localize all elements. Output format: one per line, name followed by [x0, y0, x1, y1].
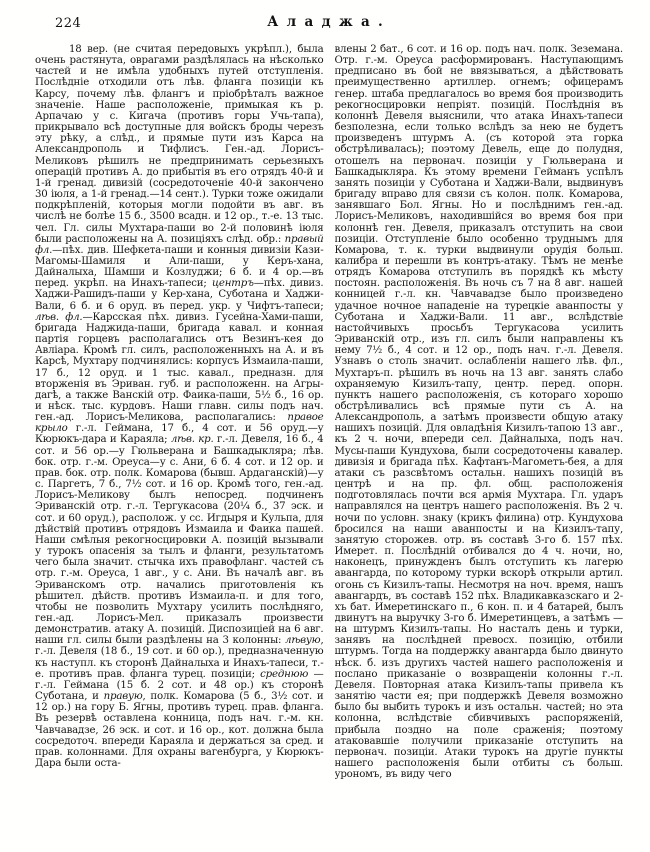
page-header [0, 14, 650, 36]
text-run: — г.-л. Геймана (15 б. 2 сот. и 48 ор.) къ сторонѣ Суботана, и [35, 668, 324, 703]
text-columns [35, 44, 623, 806]
text-run-italic: лѣв. фл. [35, 311, 83, 323]
text-run: , г.-л. Девеля (18 б., 19 сот. и 60 ор.), предназначенную къ наступл. къ сторонѣ Дайналыха и Инахъ-тапеси, т.-е. противъ прав. фланга турец. позиціи; [35, 635, 324, 680]
right-column-text [335, 44, 624, 780]
text-run: , полк. Комарова (5 б., 3½ сот. и 12 ор.) на гору Б. Ягны, противъ турец. прав. фланга. Въ резервѣ оставлена конница, подъ нач. г.-м. кн. Чавчавадзе, 26 эск. и сот. и 16 ор., кот. должна была сосредоточ. впереди Караяла и держаться за сред. и прав. колоннами. Для охраны вагенбурга, у Кюрюкъ-Дара были оста- [35, 691, 324, 769]
text-run-italic: правое крыло [35, 412, 324, 435]
text-run: 18 вер. (не считая передовыхъ укрѣпл.), была очень растянута, оврагами раздѣлялась на нѣсколько частей и не имѣла удобныхъ путей отступленія. Послѣдніе отходили отъ лѣв. фланга позиціи къ Карсу, почему лѣв. флангъ и пріобрѣталъ важное значеніе. Наше расположеніе, примыкая къ р. Арпачаю у с. Кигача (противъ горы Учь-тапа), прикрывало всѣ доступные для войскъ броды черезъ эту рѣку, а слѣд., и прямые пути изъ Карса на Александрополь и Тифлисъ. Ген.-ад. Лорисъ-Меликовъ рѣшилъ не предпринимать серьезныхъ операцій противъ А. до прибытія въ его отрядъ 40-й и 1-й гренад. дивизій (сосредоточеніе 40-й закончено 30 іюля, а 1-й гренад.—14 сент.). Турки тоже ожидали подкрѣпленій, которыя могли подойти въ авг. въ числѣ не болѣе 15 б., 3500 всадн. и 12 ор., т.-е. 13 тыс. чел. Гл. силы Мухтара-паши во 2-й половинѣ іюля были расположены на А. позиціяхъ слѣд. обр.: [35, 44, 324, 245]
text-run-italic: лѣв. кр. [170, 434, 214, 446]
text-run: г.-л. Геймана, 17 б., 4 сот. и 56 оруд.—у Кюрюкъ-дара и Караяла; [35, 423, 324, 446]
text-run-italic: лѣвую [285, 635, 321, 647]
article-title: Аладжа. [267, 14, 392, 30]
text-run: г.-л. Девеля, 16 б., 4 сот. и 56 ор.—у Гюльверана и Башкадыкляра; лѣв. бок. отр. г.-м. Ореуса—у с. Ани, 6 б. 4 сот. и 12 ор. и прав. бок. отр. полк. Комарова (бывш. Ардаганскій)—у с. Паргетъ, 7 б., 7½ сот. и 16 ор. Кромѣ того, ген.-ад. Лорисъ-Меликову былъ непосред. подчиненъ Эриванскій отр. г.-л. Тергукасова (20¼ б., 37 эск. и сот. и 60 оруд.), располож. у сс. Игдыря и Кульпа, для дѣйствій противъ отрядовъ Измаила и Фаика пашей. Наши смѣлыя рекогносцировки А. позицій вызывали у турокъ опасенія за тылъ и фланги, результатомъ чего была значит. стычка ихъ правофланг. частей съ отр. г.-м. Ореуса, 1 авг., у с. Ани. Въ началѣ авг. въ Эриванскомъ отр. начались приготовленія къ рѣшител. дѣйств. противъ Измаила-п. и для того, чтобы не позволить Мухтару усилить послѣдняго, ген.-ад. Лорисъ-Мел. приказалъ произвести демонстратив. атаку А. позицій. Диспозиціей на 6 авг. наши гл. силы были раздѣлены на 3 колонны: [35, 434, 324, 647]
text-run-italic: среднюю [260, 668, 309, 680]
text-run: —пѣх. дивиз. Хаджи-Рашидъ-паши у Кер-хана, Суботана и Хаджи-Вали, 6 б. и 6 оруд. въ перед. укр. у Чифтъ-тапеси; [35, 278, 324, 312]
left-column-text [35, 44, 324, 769]
text-run-italic: центръ [211, 278, 254, 290]
text-run: —пѣх. див. Шефкета-паши и конныя дивизіи Кази-Магомы-Шамиля и Али-паши, у Керъ-хана, Дайналыха, Шамши и Козлуджи; 6 б. и 4 ор.—въ перед. укрѣп. на Инахъ-тапеси; [35, 244, 324, 290]
text-run-italic: правую [103, 691, 143, 703]
text-run: —Карсская пѣх. дивиз. Гусейна-Хами-паши, бригада Наджида-паши, бригада кавал. и конная партія горцевъ располагались отъ Везинъ-кея до Авліара. Кромѣ гл. силъ, расположенныхъ на А. и въ Карсѣ, Мухтару подчинялись: корпусъ Измаила-паши, 17 б., 12 оруд. и 1 тыс. кавал., предназн. для вторженія въ Эриван. губ. и расположенн. на Агры-дагѣ, а также Ванскій отр. Фаика-паши, 5½ б., 16 ор. и нѣск. тыс. курдовъ. Наши главн. силы подъ нач. ген.-ад. Лорисъ-Меликова, располагались: [35, 311, 324, 424]
page-number: 224 [55, 16, 82, 31]
left-column [35, 44, 324, 806]
text-run-italic: правый фл. [35, 233, 324, 256]
right-column [335, 44, 624, 806]
text-run: влены 2 бат., 6 сот. и 16 ор. подъ нач. полк. Зеземана. Отр. г.-м. Ореуса расформированъ. Наступающимъ предписано въ бой не ввязываться, а дѣйствовать преимущественно артиллер. огнемъ; офицерамъ генер. штаба предлагалось во время боя производить рекогносцировки непріят. позицій. Послѣднія въ колоннѣ Девеля выяснили, что атака Инахъ-тапеси безполезна, если только вслѣдъ за нею не будетъ произведенъ штурмъ А. (съ которой эта горка обстрѣливалась); поэтому Девель, еще до полудня, отошелъ на первонач. позиціи у Гюльверана и Башкадыкляра. Къ этому времени Гейманъ успѣлъ занять позиціи у Суботана и Хаджи-Вали, выдвинувъ бригаду вправо для связи съ колон. полк. Комарова, занявшаго Бол. Ягны. Но и послѣднимъ ген.-ад. Лорисъ-Меликовъ, находившійся во время боя при колоннѣ ген. Девеля, приказалъ отступить на свои позиціи. Отступленіе было особенно труднымъ для Комарова, т. к. турки выдвинули орудія больш. калибра и перешли въ контръ-атаку. Тѣмъ не менѣе отрядъ Комарова отступилъ въ порядкѣ къ мѣсту постоян. расположенія. Въ ночь съ 7 на 8 авг. нашей конницей г.-л. кн. Чавчавадзе было произведено удачное ночное нападеніе на турецкіе аванпосты у Суботана и Хаджи-Вали. 11 авг., вслѣдствіе настойчивыхъ просьбъ Тергукасова усилить Эриванскій отр., изъ гл. силъ были направлены къ нему 7½ б., 4 сот. и 12 ор., подъ нач. г.-л. Девеля. Узнавъ о столь значит. ослабленіи нашего лѣв. фл., Мухтаръ-п. рѣшилъ въ ночь на 13 авг. занять слабо охраняемую Кизилъ-тапу, центр. перед. опорн. пунктъ нашего расположенія, съ котораго хорошо обстрѣливались всѣ прямые пути съ А. на Александрополь, а затѣмъ произвести общую атаку нашихъ позицій. Для овладѣнія Кизилъ-тапою 13 авг., къ 2 ч. ночи, впереди сел. Дайналыха, подъ нач. Мусы-паши Кундухова, были сосредоточены кавалер. дивизія и бригада пѣх. Кафтанъ-Магометъ-бея, а для атаки съ разсвѣтомъ остальн. нашихъ позицій въ центрѣ и на пр. фл. общ. расположенія подготовлялась почти вся армія Мухтара. Гл. ударъ направлялся на центръ нашего расположенія. Въ 2 ч. ночи по условн. знаку (крикъ филина) отр. Кундухова бросился на наши аванпосты и на Кизилъ-тапу, занятую сторожев. отр. въ составѣ 3-го б. 157 пѣх. Имерет. п. Послѣдній отбивался до 4 ч. ночи, но, наконецъ, принужденъ былъ отступить къ лагерю авангарда, по которому турки вскорѣ открыли артил. огонь съ Кизилъ-тапы. Несмотря на ноч. время, нашъ авангардъ, въ составѣ 152 пѣх. Владикавказскаго и 2-хъ бат. Имеретинскаго п., 6 кон. п. и 4 батарей, былъ двинутъ на выручку 3-го б. Имеретинцевъ, а затѣмъ — на штурмъ Кизилъ-тапы. Но насталъ день и турки, занявъ на послѣдней превосх. позицію, отбили штурмъ. Тогда на поддержку авангарда было двинуто нѣск. б. изъ другихъ частей нашего расположенія и послано приказаніе о возвращеніи колонны г.-л. Девеля. Повторная атака Кизилъ-тапы привела къ занятію части ея; при поддержкѣ Девеля возможно было бы выбить турокъ и изъ остальн. частей; но эта колонна, вслѣдствіе сбивчивыхъ распоряженій, прибыла поздно на поле сраженія; поэтому атаковавшіе получили приказаніе отступить на первонач. позиціи. Атаки турокъ на другіе пункты нашего расположенія были отбиты съ больш. урономъ, въ виду чего [334, 44, 623, 781]
